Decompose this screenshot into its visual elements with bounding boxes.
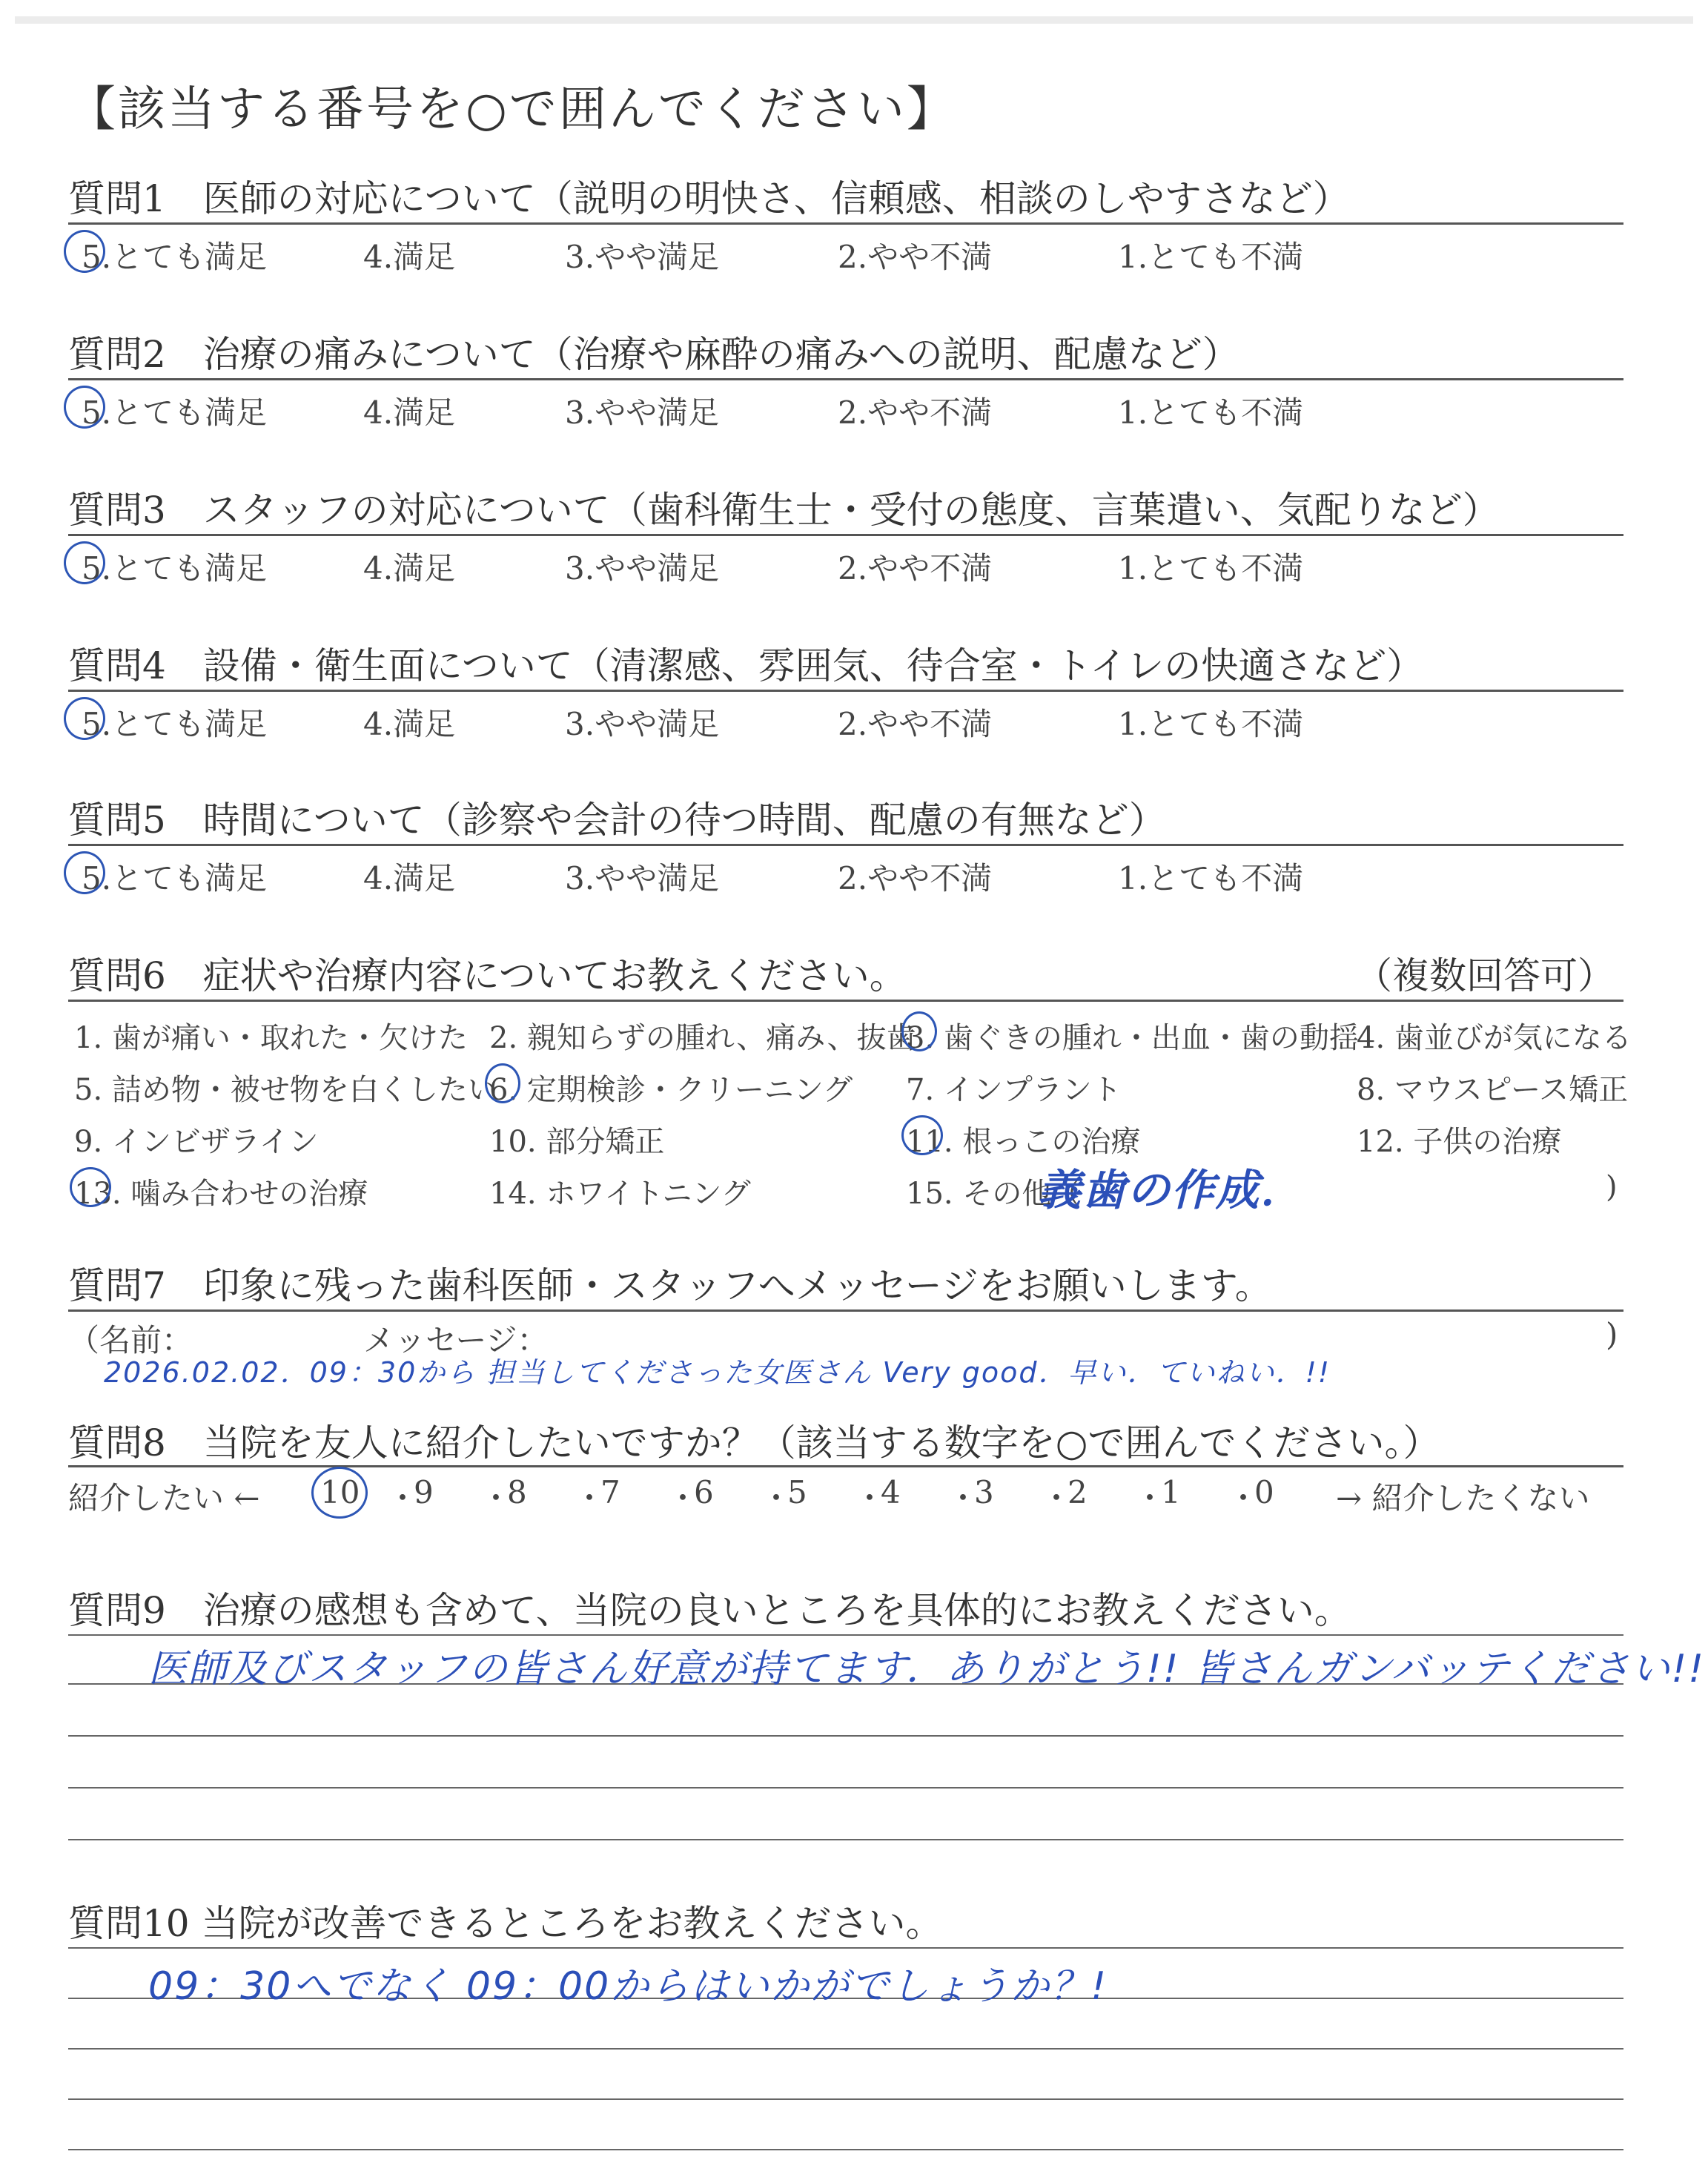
q8-scale-separator: ・ bbox=[761, 1480, 792, 1516]
q6-item-9[interactable]: 9. インビザライン bbox=[74, 1125, 319, 1159]
q6-item-1[interactable]: 1. 歯が痛い・取れた・欠けた bbox=[74, 1021, 468, 1055]
q3-option-2[interactable]: 2.やや不満 bbox=[838, 550, 993, 587]
q4-rule bbox=[68, 690, 1623, 692]
q6-item-6[interactable]: 6. 定期検診・クリーニング bbox=[489, 1073, 853, 1107]
q8-scale-7[interactable]: 7 bbox=[600, 1474, 620, 1510]
q2-option-1[interactable]: 1.とても不満 bbox=[1118, 394, 1304, 431]
q2-rule bbox=[68, 378, 1623, 380]
q7-name-label: （名前： bbox=[68, 1322, 193, 1358]
q8-scale-5[interactable]: 5 bbox=[787, 1474, 807, 1510]
q4-option-3[interactable]: 3.やや満足 bbox=[565, 706, 720, 742]
q6-item-2[interactable]: 2. 親知らずの腫れ、痛み、抜歯 bbox=[489, 1021, 916, 1055]
q6-selection-circle bbox=[901, 1115, 943, 1155]
q8-scale-9[interactable]: 9 bbox=[414, 1474, 434, 1510]
q6-other-handwritten: 義歯の作成． bbox=[1038, 1165, 1305, 1215]
q9-title: 質問9 治療の感想も含めて、当院の良いところを具体的にお教えください。 bbox=[68, 1589, 1351, 1632]
q8-title: 質問8 当院を友人に紹介したいですか？（該当する数字を○で囲んでください。） bbox=[68, 1421, 1440, 1464]
q8-scale-1[interactable]: 1 bbox=[1161, 1474, 1181, 1510]
q3-option-1[interactable]: 1.とても不満 bbox=[1118, 550, 1304, 587]
q8-scale-separator: ・ bbox=[1134, 1480, 1166, 1516]
q6-item-11[interactable]: 11. 根っこの治療 bbox=[906, 1125, 1141, 1159]
q9-line bbox=[68, 1634, 1623, 1636]
q8-scale-0[interactable]: 0 bbox=[1254, 1474, 1274, 1510]
q4-selection-circle bbox=[64, 697, 105, 740]
q8-selection-circle bbox=[311, 1467, 368, 1519]
q6-item-3[interactable]: 3. 歯ぐきの腫れ・出血・歯の動揺 bbox=[906, 1021, 1359, 1055]
q8-scale-3[interactable]: 3 bbox=[974, 1474, 994, 1510]
q3-option-3[interactable]: 3.やや満足 bbox=[565, 550, 720, 587]
q10-line bbox=[68, 2149, 1623, 2150]
q2-option-2[interactable]: 2.やや不満 bbox=[838, 394, 993, 431]
q6-selection-circle bbox=[485, 1063, 520, 1103]
q4-option-1[interactable]: 1.とても不満 bbox=[1118, 706, 1304, 742]
q5-option-5[interactable]: 5.とても満足 bbox=[82, 860, 268, 896]
q6-item-8[interactable]: 8. マウスピース矯正 bbox=[1357, 1073, 1629, 1107]
q1-option-4[interactable]: 4.満足 bbox=[363, 239, 456, 275]
q8-scale-6[interactable]: 6 bbox=[694, 1474, 714, 1510]
q9-handwritten-answer: 医師及びスタッフの皆さん好意が持てます．ありがとう!! 皆さんガンバッテください!! bbox=[148, 1647, 1706, 1691]
q9-line bbox=[68, 1735, 1623, 1737]
q10-line bbox=[68, 2048, 1623, 2050]
q3-selection-circle bbox=[64, 541, 105, 584]
q4-option-5[interactable]: 5.とても満足 bbox=[82, 706, 268, 742]
q6-item-7[interactable]: 7. インプラント bbox=[906, 1073, 1122, 1107]
q10-line bbox=[68, 1947, 1623, 1949]
q8-scale-separator: ・ bbox=[947, 1480, 979, 1516]
q8-scale-separator: ・ bbox=[480, 1480, 512, 1516]
q4-option-4[interactable]: 4.満足 bbox=[363, 706, 456, 742]
q8-scale-2[interactable]: 2 bbox=[1068, 1474, 1088, 1510]
q1-title: 質問1 医師の対応について（説明の明快さ、信頼感、相談のしやすさなど） bbox=[68, 177, 1350, 220]
q6-rule bbox=[68, 1000, 1623, 1002]
q6-item-15[interactable]: 15. その他（ bbox=[906, 1177, 1082, 1211]
q1-rule bbox=[68, 222, 1623, 225]
q10-title: 質問10 当院が改善できるところをお教えください。 bbox=[68, 1902, 943, 1945]
q1-option-3[interactable]: 3.やや満足 bbox=[565, 239, 720, 275]
q1-selection-circle bbox=[64, 230, 105, 273]
q7-rule bbox=[68, 1309, 1623, 1312]
q2-option-5[interactable]: 5.とても満足 bbox=[82, 394, 268, 431]
q2-selection-circle bbox=[64, 386, 105, 429]
q8-right-label: → 紹介したくない bbox=[1336, 1480, 1590, 1516]
q5-selection-circle bbox=[64, 851, 105, 894]
q6-selection-circle bbox=[70, 1167, 111, 1207]
q4-option-2[interactable]: 2.やや不満 bbox=[838, 706, 993, 742]
q6-item-10[interactable]: 10. 部分矯正 bbox=[489, 1125, 665, 1159]
q8-scale-4[interactable]: 4 bbox=[881, 1474, 901, 1510]
q5-option-4[interactable]: 4.満足 bbox=[363, 860, 456, 896]
q2-option-3[interactable]: 3.やや満足 bbox=[565, 394, 720, 431]
q8-scale-separator: ・ bbox=[1041, 1480, 1073, 1516]
q3-rule bbox=[68, 534, 1623, 536]
q10-line bbox=[68, 2098, 1623, 2100]
q6-item-5[interactable]: 5. 詰め物・被せ物を白くしたい bbox=[74, 1073, 497, 1107]
q6-other-close-paren[interactable]: ) bbox=[1606, 1170, 1618, 1204]
q6-note: （複数回答可） bbox=[1355, 954, 1615, 997]
q8-scale-separator: ・ bbox=[387, 1480, 419, 1516]
q6-selection-circle bbox=[901, 1011, 937, 1051]
q9-line bbox=[68, 1787, 1623, 1789]
q3-option-4[interactable]: 4.満足 bbox=[363, 550, 456, 587]
q7-handwritten-message: 2026.02.02．09：30から 担当してくださった女医さん Very good．早い．ていねい．!! bbox=[104, 1356, 1331, 1389]
q1-option-5[interactable]: 5.とても満足 bbox=[82, 239, 268, 275]
q2-option-4[interactable]: 4.満足 bbox=[363, 394, 456, 431]
q8-rule bbox=[68, 1465, 1623, 1467]
q3-title: 質問3 スタッフの対応について（歯科衛生士・受付の態度、言葉遣い、気配りなど） bbox=[68, 489, 1500, 532]
q8-scale-separator: ・ bbox=[1228, 1480, 1260, 1516]
q5-option-3[interactable]: 3.やや満足 bbox=[565, 860, 720, 896]
q6-item-14[interactable]: 14. ホワイトニング bbox=[489, 1177, 751, 1211]
q8-scale-8[interactable]: 8 bbox=[507, 1474, 527, 1510]
q3-option-5[interactable]: 5.とても満足 bbox=[82, 550, 268, 587]
q8-scale-separator: ・ bbox=[574, 1480, 606, 1516]
q8-scale-10[interactable]: 10 bbox=[320, 1474, 360, 1510]
q5-title: 質問5 時間について（診察や会計の待つ時間、配慮の有無など） bbox=[68, 799, 1166, 842]
top-border bbox=[15, 16, 1693, 24]
q4-title: 質問4 設備・衛生面について（清潔感、雰囲気、待合室・トイレの快適さなど） bbox=[68, 644, 1424, 687]
q9-line bbox=[68, 1839, 1623, 1840]
q6-title: 質問6 症状や治療内容についてお教えください。 bbox=[68, 954, 907, 997]
q8-scale-separator: ・ bbox=[854, 1480, 886, 1516]
q1-option-2[interactable]: 2.やや不満 bbox=[838, 239, 993, 275]
q5-option-2[interactable]: 2.やや不満 bbox=[838, 860, 993, 896]
q7-message-label: メッセージ： bbox=[363, 1322, 549, 1358]
q8-scale-separator: ・ bbox=[667, 1480, 699, 1516]
q5-rule bbox=[68, 844, 1623, 846]
q8-left-label: 紹介したい ← bbox=[68, 1480, 260, 1516]
page-header: 【該当する番号を○で囲んでください】 bbox=[68, 82, 956, 137]
q10-handwritten-answer: 09：30へでなく 09：00からはいかがでしょうか？! bbox=[148, 1964, 1108, 2009]
q7-title: 質問7 印象に残った歯科医師・スタッフへメッセージをお願いします。 bbox=[68, 1264, 1272, 1307]
q5-option-1[interactable]: 1.とても不満 bbox=[1118, 860, 1304, 896]
q6-item-13[interactable]: 13. 噛み合わせの治療 bbox=[74, 1177, 368, 1211]
q6-item-12[interactable]: 12. 子供の治療 bbox=[1357, 1125, 1562, 1159]
q7-close-paren: ) bbox=[1606, 1316, 1618, 1353]
q2-title: 質問2 治療の痛みについて（治療や麻酔の痛みへの説明、配慮など） bbox=[68, 333, 1239, 376]
q1-option-1[interactable]: 1.とても不満 bbox=[1118, 239, 1304, 275]
q6-item-4[interactable]: 4. 歯並びが気になる bbox=[1357, 1021, 1632, 1055]
